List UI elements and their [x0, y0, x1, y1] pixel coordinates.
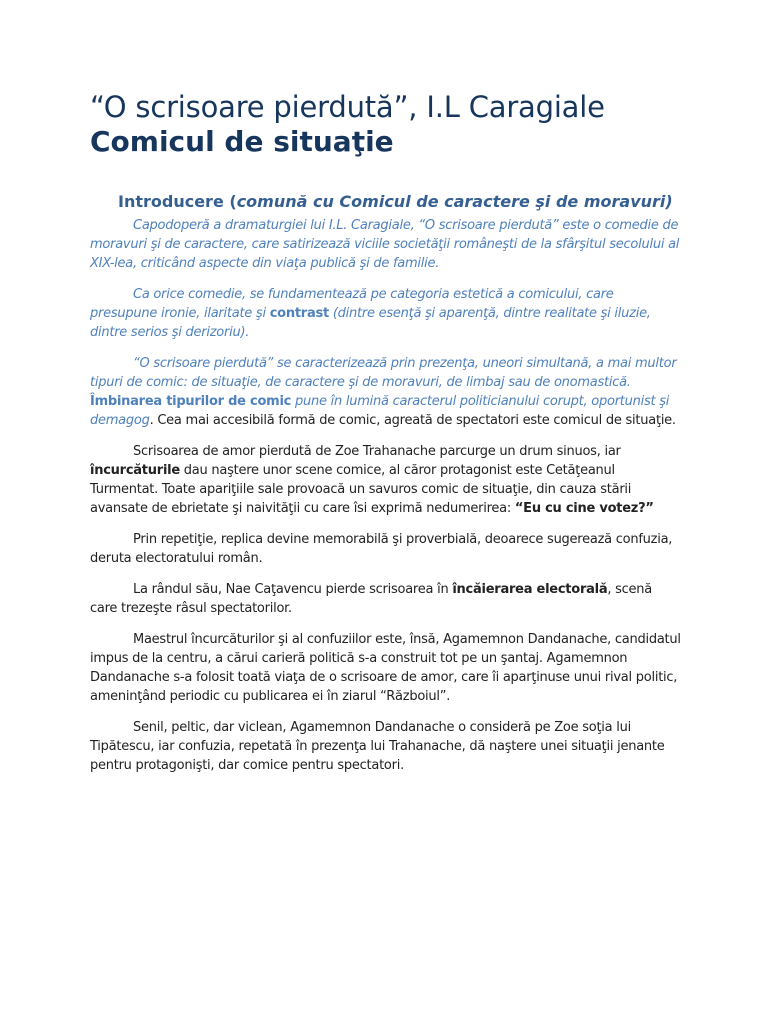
- paragraph-3: [90, 354, 682, 430]
- paragraph-6-text-a: La rândul său, Nae Caţavencu pierde scrisoarea în: [133, 582, 453, 597]
- paragraph-4-text-a: Scrisoarea de amor pierdută de Zoe Trahanache parcurge un drum sinuos, iar: [133, 444, 621, 459]
- paragraph-3-text-a: “O scrisoare pierdută” se caracterizează prin prezenţa, uneori simultană, a mai multor tipuri de comic: de situaţie, de caractere şi de moravuri, de limbaj sau de onomastică.: [90, 356, 677, 390]
- paragraph-1-text: Capodoperă a dramaturgiei lui I.L. Caragiale, “O scrisoare pierdută” este o comedie de moravuri şi de caractere, care satirizează viciile societăţii româneşti de la sfârşitul secolului al XIX-lea, criticând aspecte din viaţa publică şi de familie.: [90, 218, 680, 271]
- document-page: [90, 90, 682, 775]
- heading-italic: comună cu Comicul de caractere şi de moravuri): [236, 192, 673, 211]
- paragraph-4-quote: “Eu cu cine votez?”: [514, 501, 654, 516]
- paragraph-8-text: Senil, peltic, dar viclean, Agamemnon Dandanache o consideră pe Zoe soţia lui Tipătescu, iar confuzia, repetată în prezenţa lui Trahanache, dă naştere unei situaţii jenante pentru protagonişti, dar comice pentru spectatori.: [90, 720, 665, 773]
- paragraph-4-text-b: dau naştere unor scene comice, al căror protagonist este Cetăţeanul Turmentat. Toate apariţiile sale provoacă un savuros comic de situaţie, din cauza stării avansate de ebrietate şi naivităţii cu care îsi exprimă nedumerirea:: [90, 463, 632, 516]
- section-heading-introducere: [118, 190, 682, 214]
- document-subtitle: Comicul de situaţie: [90, 125, 394, 158]
- paragraph-6-text-b: , scenă care trezeşte râsul spectatorilor.: [90, 582, 652, 616]
- paragraph-7: [90, 630, 682, 706]
- paragraph-3-bold: Îmbinarea tipurilor de comic: [90, 394, 292, 409]
- heading-main: Introducere (: [118, 192, 237, 211]
- document-title: “O scrisoare pierdută”, I.L Caragiale: [90, 90, 605, 124]
- paragraph-2: [90, 285, 682, 342]
- paragraph-6: [90, 580, 682, 618]
- paragraph-4: [90, 442, 682, 518]
- paragraph-3-text-c: . Cea mai accesibilă formă de comic, agreată de spectatori este comicul de situaţie.: [149, 413, 676, 428]
- paragraph-3-text-b: pune în lumină caracterul politicianului corupt, oportunist şi demagog: [90, 394, 670, 428]
- paragraph-2-text-b: (dintre esenţă şi aparenţă, dintre realitate şi iluzie, dintre serios şi derizoriu).: [90, 306, 651, 340]
- paragraph-2-bold: contrast: [269, 306, 329, 321]
- paragraph-2-text-a: Ca orice comedie, se fundamentează pe categoria estetică a comicului, care presupune ironie, ilaritate şi: [90, 287, 614, 321]
- paragraph-8: [90, 718, 682, 775]
- paragraph-4-bold: încurcăturile: [90, 463, 180, 478]
- paragraph-6-bold: încăierarea electorală: [452, 582, 608, 597]
- paragraph-5-text: Prin repetiţie, replica devine memorabilă şi proverbială, deoarece sugerează confuzia, deruta electoratului român.: [90, 532, 673, 566]
- paragraph-1: [90, 216, 682, 273]
- paragraph-7-text: Maestrul încurcăturilor şi al confuziilor este, însă, Agamemnon Dandanache, candidatul impus de la centru, a cărui carieră politică s-a construit tot pe un şantaj. Agamemnon Dandanache s-a folosit toată viaţa de o scrisoare de amor, care îi aparţinuse unui rival politic, ameninţând periodic cu publicarea ei în ziarul “Războiul”.: [90, 632, 681, 704]
- paragraph-5: [90, 530, 682, 568]
